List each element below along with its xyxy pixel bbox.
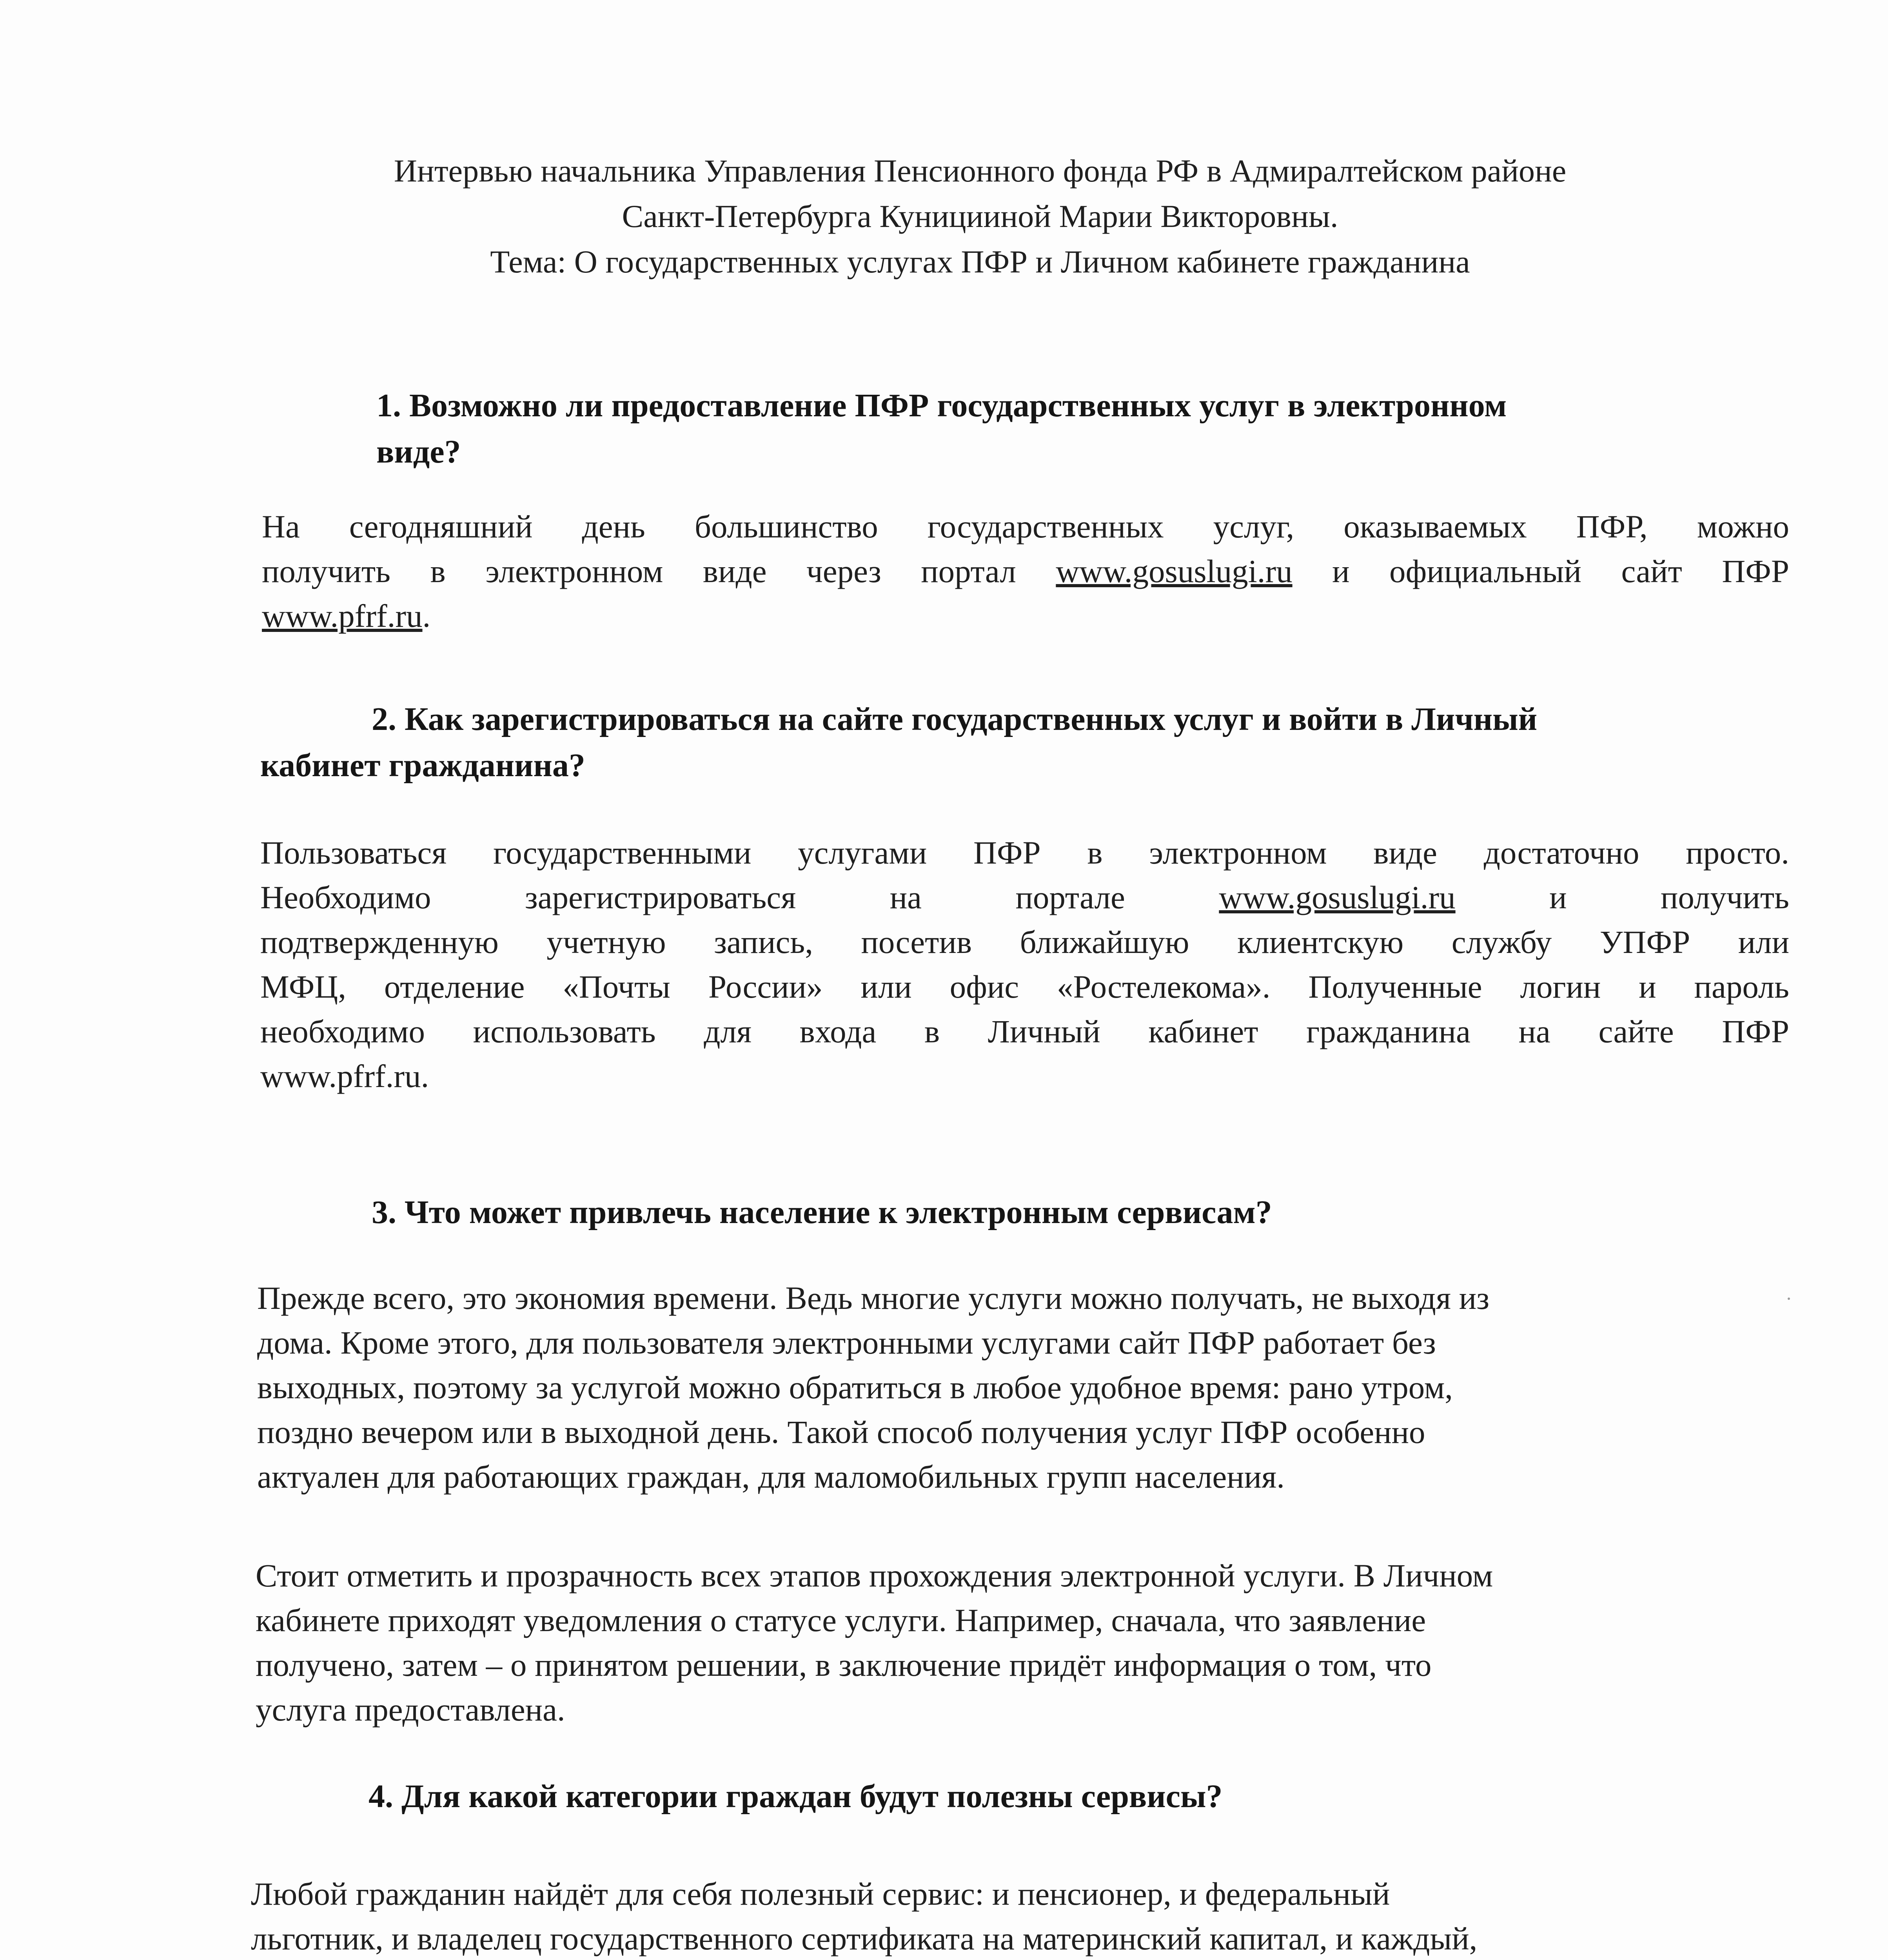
question-1: [376, 383, 1507, 475]
answer-3-line-4: поздно вечером или в выходной день. Такой способ получения услуг ПФР особенно: [257, 1414, 1425, 1450]
pfrf-link[interactable]: www.pfrf.ru: [262, 598, 423, 634]
question-4-line-1: 4. Для какой категории граждан будут полезны сервисы?: [369, 1778, 1223, 1815]
scan-speck: [1788, 1298, 1790, 1300]
answer-1: [262, 504, 1789, 638]
question-2: [260, 696, 1538, 789]
answer-3b-line-4: услуга предоставлена.: [256, 1691, 565, 1728]
question-3-line-1: 3. Что может привлечь население к электронным сервисам?: [372, 1194, 1272, 1230]
title-line-2: Санкт-Петербурга Куницииной Марии Викторовны.: [622, 198, 1338, 234]
answer-text: Необходимо зарегистрироваться на портале: [260, 879, 1219, 915]
question-1-line-2: виде?: [376, 434, 461, 470]
answer-2: [260, 830, 1789, 1098]
question-4: [369, 1773, 1223, 1820]
answer-1-line-1: На сегодняшний день большинство государственных услуг, оказываемых ПФР, можно: [262, 508, 1789, 544]
answer-2-line-6: www.pfrf.ru.: [260, 1058, 429, 1094]
answer-3b-line-3: получено, затем – о принятом решении, в заключение придёт информация о том, что: [256, 1647, 1432, 1683]
title-line-3: Тема: О государственных услугах ПФР и Личном кабинете гражданина: [490, 244, 1470, 279]
gosuslugi-link[interactable]: www.gosuslugi.ru: [1056, 553, 1293, 589]
answer-2-line-3: подтвержденную учетную запись, посетив ближайшую клиентскую службу УПФР или: [260, 924, 1789, 960]
answer-3-paragraph-1: [257, 1276, 1489, 1499]
answer-3-line-3: выходных, поэтому за услугой можно обратиться в любое удобное время: рано утром,: [257, 1369, 1453, 1405]
answer-2-line-4: МФЦ, отделение «Почты России» или офис «Ростелекома». Полученные логин и пароль: [260, 969, 1789, 1005]
answer-4-line-1: Любой гражданин найдёт для себя полезный сервис: и пенсионер, и федеральный: [251, 1876, 1390, 1912]
answer-text: получить в электронном виде через портал: [262, 553, 1056, 589]
answer-text: и официальный сайт ПФР: [1292, 553, 1790, 589]
answer-4: [251, 1871, 1477, 1960]
gosuslugi-link[interactable]: www.gosuslugi.ru: [1219, 879, 1456, 915]
question-2-line-2: кабинет гражданина?: [260, 747, 585, 784]
answer-3-line-2: дома. Кроме этого, для пользователя электронными услугами сайт ПФР работает без: [257, 1325, 1436, 1361]
answer-3-paragraph-2: [256, 1553, 1493, 1732]
answer-1-line-3: [262, 593, 1789, 638]
answer-2-line-5: необходимо использовать для входа в Личный кабинет гражданина на сайте ПФР: [260, 1013, 1789, 1049]
question-1-line-1: 1. Возможно ли предоставление ПФР государственных услуг в электронном: [376, 387, 1507, 424]
answer-text: .: [422, 598, 431, 634]
question-2-line-1: 2. Как зарегистрироваться на сайте государственных услуг и войти в Личный: [372, 701, 1538, 737]
answer-3b-line-2: кабинете приходят уведомления о статусе услуги. Например, сначала, что заявление: [256, 1602, 1426, 1638]
answer-2-line-2: [260, 875, 1789, 920]
answer-1-line-2: [262, 549, 1789, 593]
answer-3b-line-1: Стоит отметить и прозрачность всех этапов прохождения электронной услуги. В Личном: [256, 1557, 1493, 1593]
question-3: [372, 1189, 1272, 1236]
title-line-1: Интервью начальника Управления Пенсионного фонда РФ в Адмиралтейском районе: [394, 153, 1567, 189]
answer-3-line-1: Прежде всего, это экономия времени. Ведь многие услуги можно получать, не выходя из: [257, 1280, 1489, 1316]
answer-2-line-1: Пользоваться государственными услугами ПФР в электронном виде достаточно просто.: [260, 835, 1789, 871]
answer-4-line-2: льготник, и владелец государственного сертификата на материнский капитал, и каждый,: [251, 1920, 1478, 1956]
answer-text: и получить: [1455, 879, 1789, 915]
document-title: [235, 148, 1725, 285]
answer-3-line-5: актуален для работающих граждан, для маломобильных групп населения.: [257, 1459, 1285, 1495]
